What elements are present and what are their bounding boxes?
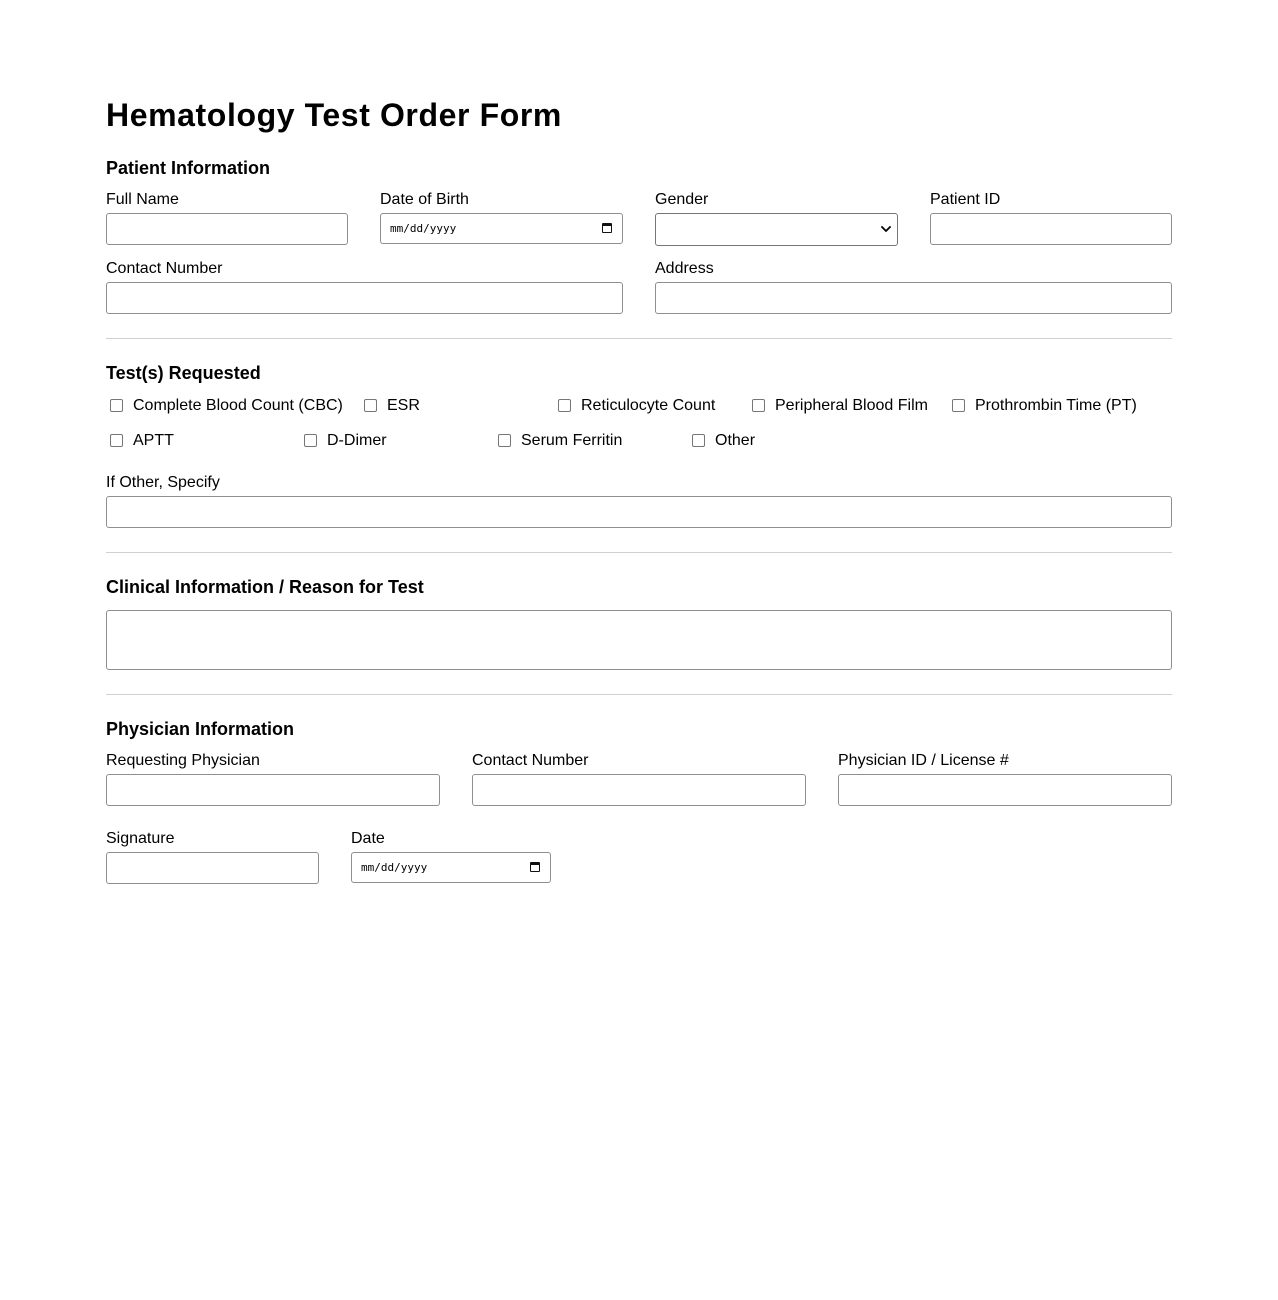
test-checkbox-aptt[interactable] <box>110 434 123 447</box>
calendar-icon[interactable] <box>530 862 540 872</box>
address-label: Address <box>655 260 714 277</box>
chevron-down-icon <box>880 223 892 235</box>
clinical-info-textarea[interactable] <box>106 610 1172 670</box>
other-specify-label: If Other, Specify <box>106 474 220 491</box>
other-specify-input[interactable] <box>106 496 1172 528</box>
test-checkbox-other[interactable] <box>692 434 705 447</box>
physician-contact-label: Contact Number <box>472 752 589 769</box>
test-label-other: Other <box>715 432 756 449</box>
requesting-physician-input[interactable] <box>106 774 440 806</box>
contact-number-label: Contact Number <box>106 260 223 277</box>
test-label-peripheral-film: Peripheral Blood Film <box>775 397 928 414</box>
signature-input[interactable] <box>106 852 319 884</box>
test-label-pt: Prothrombin Time (PT) <box>975 397 1137 414</box>
test-label-reticulocyte: Reticulocyte Count <box>581 397 716 414</box>
test-checkbox-d-dimer[interactable] <box>304 434 317 447</box>
physician-date-label: Date <box>351 830 385 847</box>
signature-label: Signature <box>106 830 175 847</box>
test-label-ferritin: Serum Ferritin <box>521 432 623 449</box>
calendar-icon[interactable] <box>602 223 612 233</box>
test-label-aptt: APTT <box>133 432 174 449</box>
requesting-physician-label: Requesting Physician <box>106 752 260 769</box>
dob-label: Date of Birth <box>380 191 469 208</box>
test-label-cbc: Complete Blood Count (CBC) <box>133 397 343 414</box>
test-label-esr: ESR <box>387 397 420 414</box>
dob-date-input[interactable] <box>380 213 623 244</box>
contact-number-input[interactable] <box>106 282 623 314</box>
test-checkbox-ferritin[interactable] <box>498 434 511 447</box>
test-checkbox-pt[interactable] <box>952 399 965 412</box>
section-divider <box>106 552 1172 553</box>
section-divider <box>106 694 1172 695</box>
test-checkbox-peripheral-film[interactable] <box>752 399 765 412</box>
clinical-section-title: Clinical Information / Reason for Test <box>106 577 424 597</box>
page-title: Hematology Test Order Form <box>106 97 562 133</box>
test-checkbox-cbc[interactable] <box>110 399 123 412</box>
patient-section-title: Patient Information <box>106 158 271 178</box>
gender-label: Gender <box>655 191 709 208</box>
address-input[interactable] <box>655 282 1172 314</box>
physician-license-label: Physician ID / License # <box>838 752 1009 769</box>
patient-id-input[interactable] <box>930 213 1172 245</box>
patient-id-label: Patient ID <box>930 191 1001 208</box>
physician-date-placeholder: mm/dd/yyyy <box>361 861 428 874</box>
gender-select[interactable] <box>655 213 898 246</box>
full-name-label: Full Name <box>106 191 179 208</box>
physician-contact-input[interactable] <box>472 774 806 806</box>
test-checkbox-esr[interactable] <box>364 399 377 412</box>
dob-placeholder: mm/dd/yyyy <box>390 222 457 235</box>
physician-license-input[interactable] <box>838 774 1172 806</box>
test-label-d-dimer: D-Dimer <box>327 432 387 449</box>
full-name-input[interactable] <box>106 213 348 245</box>
test-checkbox-reticulocyte[interactable] <box>558 399 571 412</box>
tests-section-title: Test(s) Requested <box>106 363 261 383</box>
physician-date-input[interactable] <box>351 852 551 883</box>
section-divider <box>106 338 1172 339</box>
physician-section-title: Physician Information <box>106 719 295 739</box>
